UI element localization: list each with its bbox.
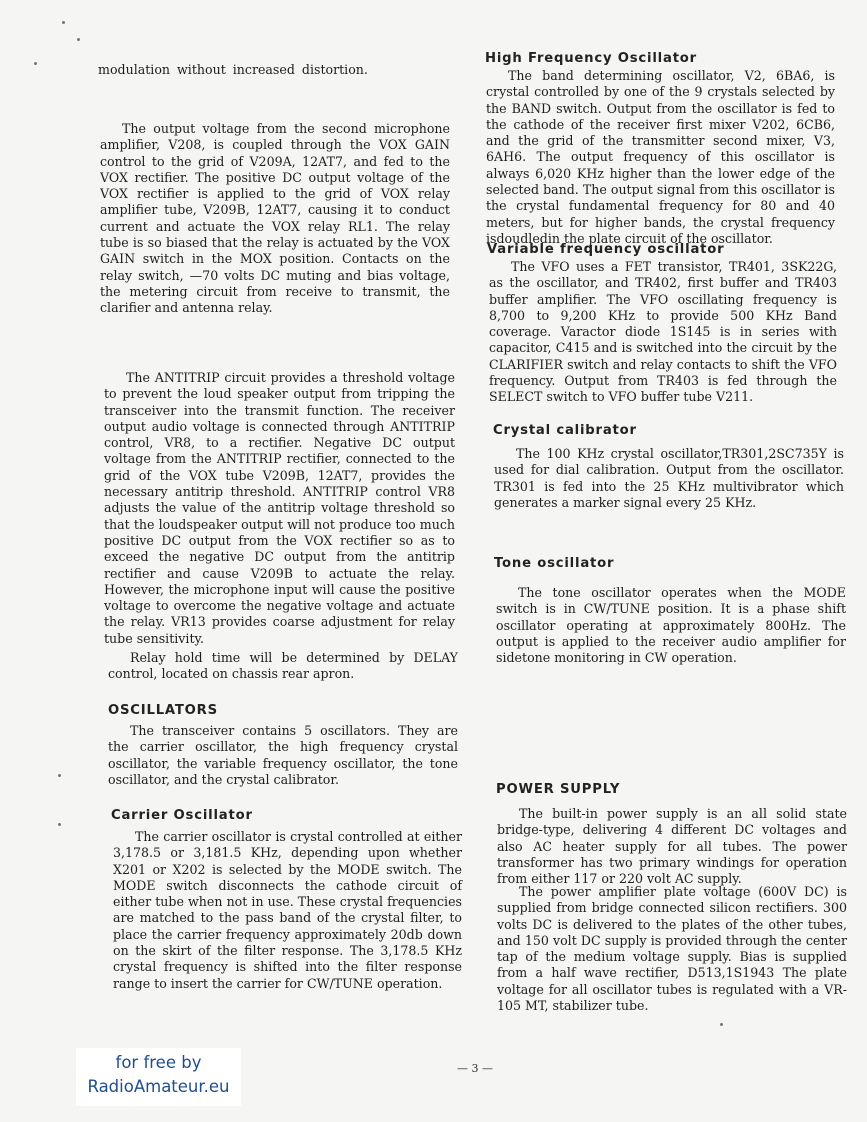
scan-speck — [62, 21, 65, 24]
heading-carrier-oscillator: Carrier Oscillator — [111, 808, 253, 823]
watermark[interactable] — [76, 1048, 241, 1106]
scan-speck — [720, 1023, 723, 1026]
scan-speck — [34, 62, 37, 65]
watermark-line-2: RadioAmateur.eu — [87, 1077, 230, 1096]
heading-oscillators: OSCILLATORS — [108, 703, 218, 718]
paragraph-power-supply-1: The built-in power supply is an all solid state bridge-type, delivering 4 different DC voltages and also AC heater supply for all tubes. The power transformer has two primary windings for operation from either 117 or 220 volt AC supply. — [497, 806, 847, 887]
intro-text: modulation without increased distortion. — [98, 62, 368, 77]
paragraph-vox: The output voltage from the second microphone amplifier, V208, is coupled through the VOX GAIN control to the grid of V209A, 12AT7, and fed to the VOX rectifier. The positive DC output voltage of the VOX rectifier is applied to the grid of VOX relay amplifier tube, V209B, 12AT7, causing it to conduct current and actuate the VOX relay RL1. The relay tube is so biased that the relay is actuated by the VOX GAIN switch in the MOX position. Contacts on the relay switch, —70 volts DC muting and bias voltage, the metering circuit from receive to transmit, the clarifier and antenna relay. — [100, 121, 450, 316]
paragraph-tone-oscillator: The tone oscillator operates when the MODE switch is in CW/TUNE position. It is a phase shift oscillator operating at approximately 800Hz. The output is applied to the receiver audio amplifier for sidetone monitoring in CW operation. — [496, 585, 846, 666]
heading-tone-oscillator: Tone oscillator — [494, 556, 615, 571]
paragraph-antitrip: The ANTITRIP circuit provides a threshold voltage to prevent the loud speaker output from tripping the transceiver into the transmit function. The receiver output audio voltage is connected through ANTITRIP control, VR8, to a rectifier. Negative DC output voltage from the ANTITRIP rectifier, connected to the grid of the VOX tube V209B, 12AT7, provides the necessary antitrip threshold. ANTITRIP control VR8 adjusts the value of the antitrip voltage threshold so that the loudspeaker output will not produce too much positive DC output from the VOX rectifier so as to exceed the negative DC output from the antitrip rectifier and cause V209B to actuate the relay. However, the microphone input will cause the positive voltage to overcome the negative voltage and actuate the relay. VR13 provides coarse adjustment for relay tube sensitivity. — [104, 370, 455, 646]
heading-power-supply: POWER SUPPLY — [496, 782, 621, 797]
scan-speck — [58, 774, 61, 777]
paragraph-delay: Relay hold time will be determined by DELAY control, located on chassis rear apron. — [108, 650, 458, 682]
heading-crystal-calibrator: Crystal calibrator — [493, 423, 637, 438]
heading-high-frequency-oscillator: High Frequency Oscillator — [485, 51, 697, 66]
paragraph-crystal-calibrator: The 100 KHz crystal oscillator,TR301,2SC735Y is used for dial calibration. Output from the oscillator. TR301 is fed into the 25 KHz multivibrator which generates a marker signal every 25 KHz. — [494, 446, 844, 510]
page-number: — 3 — — [457, 1062, 493, 1075]
scan-speck — [77, 38, 80, 41]
heading-variable-frequency-oscillator: Variable frequency oscillator — [487, 242, 725, 257]
paragraph-high-frequency-oscillator: The band determining oscillator, V2, 6BA6, is crystal controlled by one of the 9 crystals selected by the BAND switch. Output from the oscillator is fed to the cathode of the receiver first mixer V202, 6CB6, and the grid of the transmitter second mixer, V3, 6AH6. The output frequency of this oscillator is always 6,020 KHz higher than the lower edge of the selected band. The output signal from this oscillator is the crystal fundamental frequency for 80 and 40 meters, but for higher bands, the crystal frequency isdoudledin the plate circuit of the oscillator. — [486, 68, 835, 246]
watermark-line-1: for free by — [115, 1053, 202, 1072]
paragraph-oscillators: The transceiver contains 5 oscillators. They are the carrier oscillator, the high frequency crystal oscillator, the variable frequency oscillator, the tone oscillator, and the crystal calibrator. — [108, 723, 458, 787]
scan-speck — [58, 823, 61, 826]
paragraph-vfo: The VFO uses a FET transistor, TR401, 3SK22G, as the oscillator, and TR402, first buffer and TR403 buffer amplifier. The VFO oscillating frequency is 8,700 to 9,200 KHz to provide 500 KHz Band coverage. Varactor diode 1S145 is in series with capacitor, C415 and is switched into the circuit by the CLARIFIER switch and relay contacts to shift the VFO frequency. Output from TR403 is fed through the SELECT switch to VFO buffer tube V211. — [489, 259, 837, 405]
paragraph-power-supply-2: The power amplifier plate voltage (600V DC) is supplied from bridge connected silicon rectifiers. 300 volts DC is delivered to the plates of the other tubes, and 150 volt DC supply is provided through the center tap of the medium voltage supply. Bias is supplied from a half wave rectifier, D513,1S1943 The plate voltage for all oscillator tubes is regulated with a VR-105 MT, stabilizer tube. — [497, 884, 847, 1014]
paragraph-carrier-oscillator: The carrier oscillator is crystal controlled at either 3,178.5 or 3,181.5 KHz, depending upon whether X201 or X202 is selected by the MODE switch. The MODE switch disconnects the cathode circuit of either tube when not in use. These crystal frequencies are matched to the pass band of the crystal filter, to place the carrier frequency approximately 20db down on the skirt of the filter response. The 3,178.5 KHz crystal frequency is shifted into the filter response range to insert the carrier for CW/TUNE operation. — [113, 829, 462, 991]
